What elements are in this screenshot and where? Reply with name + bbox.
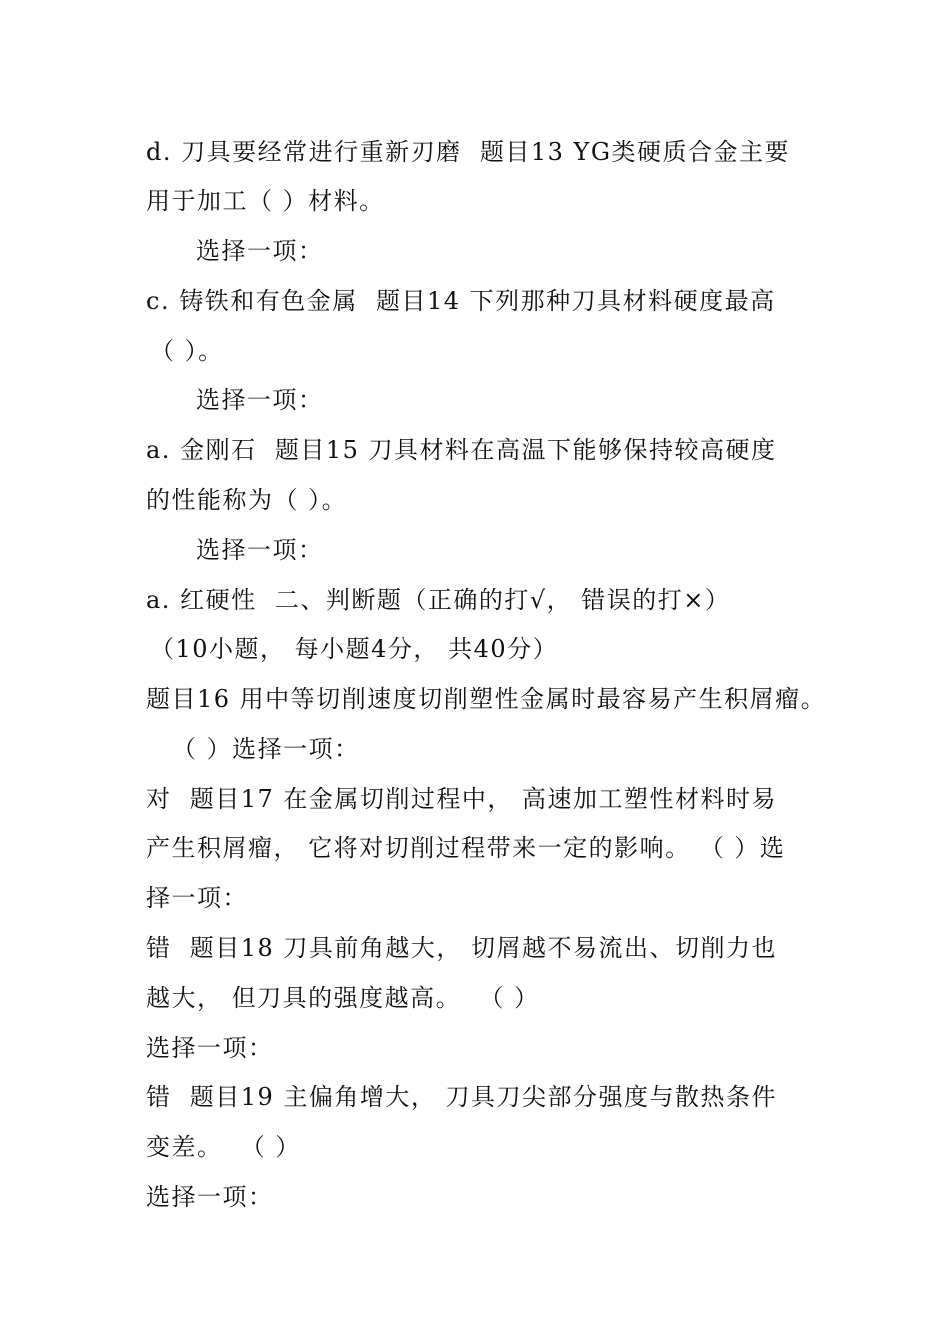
text-line-8: 的性能称为（ ）。 bbox=[146, 486, 348, 514]
text-line-16: 择一项： bbox=[146, 884, 248, 912]
text-line-22: 选择一项： bbox=[146, 1183, 274, 1211]
text-line-21: 变差。 （ ） bbox=[146, 1133, 301, 1161]
text-line-5: （ ）。 bbox=[150, 337, 224, 365]
text-line-14: 对 题目17 在金属切削过程中， 高速加工塑性材料时易 bbox=[146, 785, 778, 813]
text-line-10: a. 红硬性 二、判断题（正确的打√， 错误的打×） bbox=[146, 586, 731, 614]
text-line-17: 错 题目18 刀具前角越大， 切屑越不易流出、切削力也 bbox=[146, 934, 778, 962]
text-line-18: 越大， 但刀具的强度越高。 （ ） bbox=[146, 984, 540, 1012]
text-line-15: 产生积屑瘤， 它将对切削过程带来一定的影响。 （ ）选 bbox=[146, 834, 786, 862]
text-line-9: 选择一项： bbox=[196, 536, 324, 564]
text-line-3: 选择一项： bbox=[196, 237, 324, 265]
text-line-1: d. 刀具要经常进行重新刃磨 题目13 YG类硬质合金主要 bbox=[146, 138, 791, 166]
text-line-2: 用于加工（ ）材料。 bbox=[146, 187, 385, 215]
text-line-13: （ ）选择一项： bbox=[172, 735, 360, 763]
text-line-11: （10小题， 每小题4分， 共40分） bbox=[150, 635, 559, 663]
text-line-20: 错 题目19 主偏角增大， 刀具刀尖部分强度与散热条件 bbox=[146, 1083, 778, 1111]
text-line-7: a. 金刚石 题目15 刀具材料在高温下能够保持较高硬度 bbox=[146, 436, 777, 464]
text-line-4: c. 铸铁和有色金属 题目14 下列那种刀具材料硬度最高 bbox=[146, 287, 776, 315]
text-line-19: 选择一项： bbox=[146, 1034, 274, 1062]
text-line-12: 题目16 用中等切削速度切削塑性金属时最容易产生积屑瘤。 bbox=[146, 685, 827, 713]
text-line-6: 选择一项： bbox=[196, 386, 324, 414]
